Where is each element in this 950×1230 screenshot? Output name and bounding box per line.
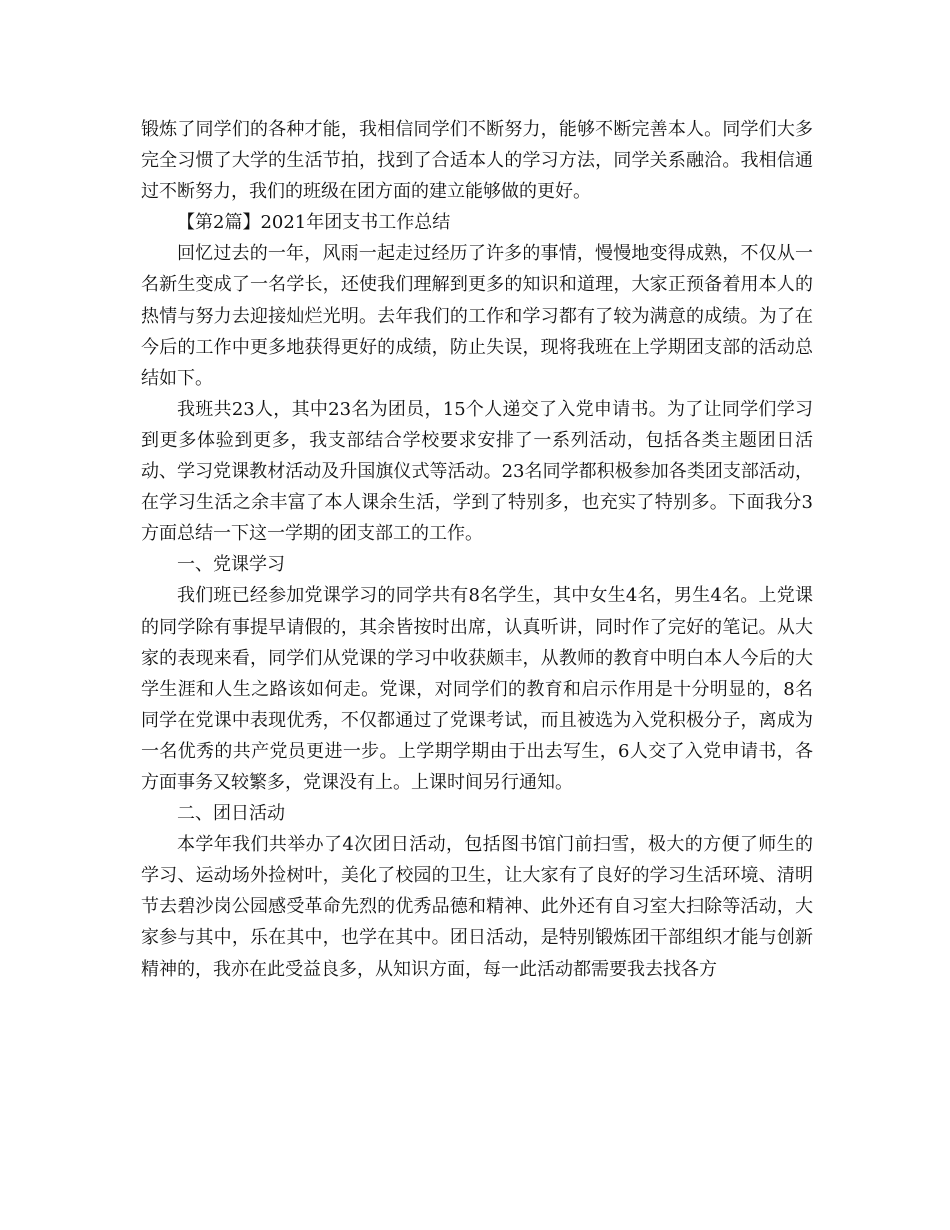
paragraph-league-day: 本学年我们共举办了4次团日活动，包括图书馆门前扫雪，极大的方便了师生的学习、运动场外捡树叶，美化了校园的卫生，让大家有了良好的学习生活环境、清明节去碧沙岗公园感受革命先烈的优秀品德和精神、此外还有自习室大扫除等活动，大家参与其中，乐在其中，也学在其中。团日活动，是特别锻炼团干部组织才能与创新精神的，我亦在此受益良多，从知识方面，每一此活动都需要我去找各方: [141, 834, 813, 980]
paragraph-intro: 回忆过去的一年，风雨一起走过经历了许多的事情，慢慢地变得成熟，不仅从一名新生变成了一名学长，还使我们理解到更多的知识和道理，大家正预备着用本人的热情与努力去迎接灿烂光明。去年我们的工作和学习都有了较为满意的成绩。为了在今后的工作中更多地获得更好的成绩，防止失误，现将我班在上学期团支部的活动总结如下。: [141, 243, 813, 389]
paragraph-party-class: 我们班已经参加党课学习的同学共有8名学生，其中女生4名，男生4名。上党课的同学除有事提早请假的，其余皆按时出席，认真听讲，同时作了完好的笔记。从大家的表现来看，同学们从党课的学习中收获颇丰，从教师的教育中明白本人今后的大学生涯和人生之路该如何走。党课，对同学们的教育和启示作用是十分明显的，8名同学在党课中表现优秀，不仅都通过了党课考试，而且被选为入党积极分子，离成为一名优秀的共产党员更进一步。上学期学期由于出去写生，6人交了入党申请书，各方面事务又较繁多，党课没有上。上课时间另行通知。: [141, 585, 813, 793]
paragraph-class-overview: 我班共23人，其中23名为团员，15个人递交了入党申请书。为了让同学们学习到更多体验到更多，我支部结合学校要求安排了一系列活动，包括各类主题团日活动、学习党课教材活动及升国旗仪式等活动。23名同学都积极参加各类团支部活动，在学习生活之余丰富了本人课余生活，学到了特别多，也充实了特别多。下面我分3方面总结一下这一学期的团支部工的工作。: [141, 398, 813, 545]
document-page: [141, 114, 813, 985]
section-title-article-2: 【第2篇】2021年团支书工作总结: [177, 212, 451, 234]
section-heading-league-day: 二、团日活动: [177, 803, 285, 825]
paragraph-continuation: 锻炼了同学们的各种才能，我相信同学们不断努力，能够不断完善本人。同学们大多完全习惯了大学的生活节拍，找到了合适本人的学习方法，同学关系融洽。我相信通过不断努力，我们的班级在团方面的建立能够做的更好。: [141, 119, 813, 203]
section-heading-party-class: 一、党课学习: [177, 554, 285, 576]
